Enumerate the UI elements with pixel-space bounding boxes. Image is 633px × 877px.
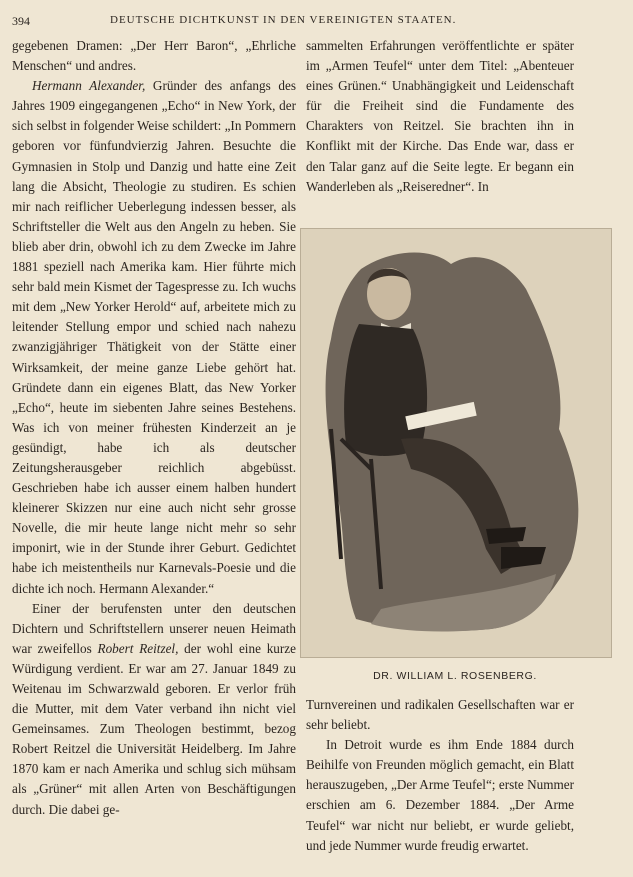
paragraph-erfahrungen: sammelten Erfahrungen veröffentlichte er später im „Armen Teufel“ unter dem Titel: „Abenteuer eines Grünen.“ Unabhängigkeit und Leidenschaft für die Freiheit sind die Fundamente des Charakters von Reitzel. Sie brachten ihn in Konflikt mit der Kirche. Das Ende war, dass er den Talar ganz auf die Seite legte. Er begann ein Wanderleben als „Reiseredner“. In <box>306 38 574 194</box>
page-number: 394 <box>12 14 30 28</box>
paragraph-dramen: gegebenen Dramen: „Der Herr Baron“, „Ehrliche Menschen“ und andres. <box>12 38 296 74</box>
right-column-top <box>306 36 574 197</box>
jacket <box>344 324 427 456</box>
portrait-illustration <box>301 229 611 657</box>
portrait-photo <box>300 228 612 658</box>
paragraph-robert-reitzel <box>12 599 296 820</box>
left-column <box>12 36 296 820</box>
paragraph-hermann-alexander <box>12 76 296 598</box>
running-head: DEUTSCHE DICHTKUNST IN DEN VEREINIGTEN STAATEN. <box>110 14 457 26</box>
name-robert-reitzel: Robert Reitzel, <box>97 640 179 656</box>
paragraph-reitzel-end: der wohl eine kurze Würdigung verdient. Er war am 27. Januar 1849 zu Weitenau im Schwarzwald geboren. Er verlor früh die Mutter, mit dem Vater verband ihn nicht viel Gemeinsames. Zum Theologen bestimmt, bezog Robert Reitzel die Universität Heidelberg. Im Jahre 1870 kam er nach Amerika und schlug sich mühsam als „Grüner“ mit allen Arten von Beschäftigungen durch. Die dabei ge- <box>12 640 296 817</box>
paragraph-reitzel-start: Einer der berufensten unter den deutschen Dichtern und Schriftstellern unserer neuen Heimath war zweifellos <box>12 600 296 656</box>
photo-caption: DR. WILLIAM L. ROSENBERG. <box>373 670 537 682</box>
right-column-bottom <box>306 695 574 856</box>
paragraph-detroit: In Detroit wurde es ihm Ende 1884 durch Beihilfe von Freunden möglich gemacht, ein Blatt herauszugeben, „Der Arme Teufel“; erste Nummer erschien am 6. Dezember 1884. „Der Arme Teufel“ war nicht nur beliebt, er wurde geliebt, und jede Nummer wurde freudig erwartet. <box>306 737 574 853</box>
paragraph-turnvereinen: Turnvereinen und radikalen Gesellschaften war er sehr beliebt. <box>306 697 574 733</box>
name-hermann-alexander: Hermann Alexander, <box>32 78 146 94</box>
paragraph-hermann-alexander-text: Gründer des anfangs des Jahres 1909 eingegangenen „Echo“ in New York, der sich selbst in folgender Weise schildert: „In Pommern geboren vor fünfundvierzig Jahren. Besuchte die Gymnasien in Stolp und Danzig und hatte eine Zeit lang die Absicht, Theologie zu studiren. Es schien mir nach reiflicher Ueberlegung indessen besser, als Schriftsteller die Welt aus den Angeln zu heben. Sie blieb aber drin, obwohl ich zu dem Zwecke im Jahre 1881 speziell nach Amerika kam. Hier führte mich sehr bald mein Kismet der Tagespresse zu. Ich wuchs mit dem „New Yorker Herold“ auf, arbeitete mich zu leitender Stellung empor und schied nach nahezu zwanzigjähriger Thätigkeit von der Stätte einer Wirksamkeit, der meine ganze Liebe gehört hat. Gründete dann ein eigenes Blatt, das New Yorker „Echo“, heute im siebenten Jahre seines Bestehens. Was ich von meiner frühesten Kinderzeit an je gesündigt, habe ich als deutscher Zeitungsherausgeber reichlich abgebüsst. Geschrieben habe ich ausser einem halben hundert kleinerer Skizzen nur eine auch nicht sehr grosse Novelle, die mir heute lange nicht mehr so sehr imponirt, wie in der Stunde ihrer Geburt. Gedichtet habe ich meistentheils nur Karnevals-Poesie und die dichte ich noch. Hermann Alexander.“ <box>12 78 296 596</box>
